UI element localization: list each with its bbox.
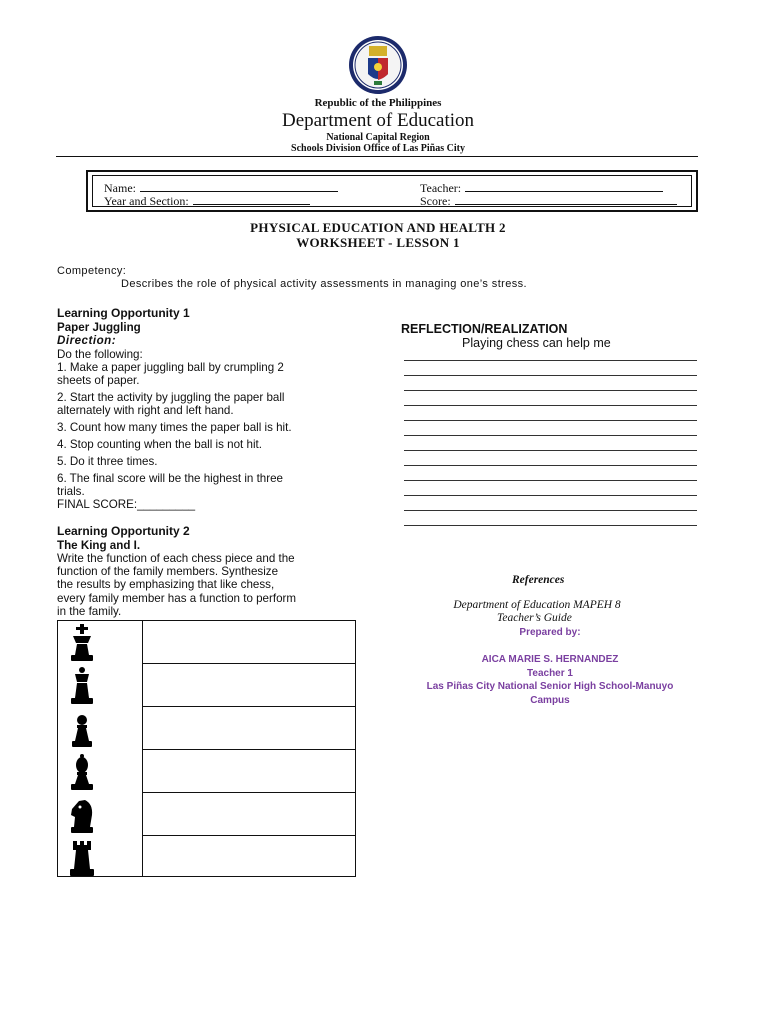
lo1-step: 3. Count how many times the paper ball is hit. xyxy=(57,421,292,434)
reference-line: Teacher’s Guide xyxy=(497,612,572,624)
lo2-subheading: The King and I. xyxy=(57,539,141,552)
table-row[interactable] xyxy=(58,707,355,750)
lo2-heading: Learning Opportunity 2 xyxy=(57,524,190,538)
lo1-intro: Do the following: xyxy=(57,348,143,361)
lo1-step: 6. The final score will be the highest in three xyxy=(57,472,283,485)
lo1-step: 5. Do it three times. xyxy=(57,455,158,468)
rook-icon xyxy=(62,838,102,878)
lo2-text-line: function of the family members. Synthesize xyxy=(57,565,279,578)
lo1-step: sheets of paper. xyxy=(57,374,140,387)
region-line: National Capital Region xyxy=(326,132,430,143)
division-line: Schools Division Office of Las Piñas City xyxy=(291,143,465,154)
reflection-writing-line[interactable] xyxy=(404,450,697,451)
reflection-title: REFLECTION/REALIZATION xyxy=(401,322,568,336)
knight-icon xyxy=(62,795,102,835)
worksheet-title: PHYSICAL EDUCATION AND HEALTH 2 xyxy=(250,220,506,235)
lo1-step: 2. Start the activity by juggling the paper ball xyxy=(57,391,285,404)
author-position: Teacher 1 xyxy=(527,668,573,679)
reflection-writing-line[interactable] xyxy=(404,405,697,406)
republic-line: Republic of the Philippines xyxy=(314,97,442,109)
year-section-label: Year and Section: xyxy=(104,194,189,208)
lo1-subheading: Paper Juggling xyxy=(57,321,141,334)
reflection-writing-line[interactable] xyxy=(404,495,697,496)
year-section-field[interactable] xyxy=(104,193,310,209)
teacher-label: Teacher: xyxy=(420,181,462,195)
table-row[interactable] xyxy=(58,793,355,836)
lo2-text-line: Write the function of each chess piece and the xyxy=(57,552,295,565)
bishop-icon xyxy=(62,752,102,792)
chess-function-table xyxy=(57,620,356,877)
table-row[interactable] xyxy=(58,750,355,793)
reference-line: Department of Education MAPEH 8 xyxy=(453,599,621,611)
lo1-step: trials. xyxy=(57,485,85,498)
competency-text: Describes the role of physical activity assessments in managing one’s stress. xyxy=(121,278,527,290)
worksheet-subtitle: WORKSHEET - LESSON 1 xyxy=(296,235,460,250)
score-label: Score: xyxy=(420,194,451,208)
lo1-final-score[interactable]: FINAL SCORE:_________ xyxy=(57,498,196,511)
lo1-step: 4. Stop counting when the ball is not hit. xyxy=(57,438,262,451)
school-name: Las Piñas City National Senior High School-Manuyo xyxy=(426,681,674,692)
reflection-writing-line[interactable] xyxy=(404,510,697,511)
reflection-writing-line[interactable] xyxy=(404,435,697,436)
reflection-prompt: Playing chess can help me xyxy=(462,336,611,350)
lo1-step: alternately with right and left hand. xyxy=(57,404,234,417)
department-title: Department of Education xyxy=(281,110,475,131)
table-row[interactable] xyxy=(58,621,355,664)
lo1-step: 1. Make a paper juggling ball by crumpling 2 xyxy=(57,361,284,374)
lo2-text-line: in the family. xyxy=(57,605,122,618)
pawn-icon xyxy=(62,709,102,749)
reflection-writing-line[interactable] xyxy=(404,420,697,421)
name-label: Name: xyxy=(104,181,136,195)
author-name: AICA MARIE S. HERNANDEZ xyxy=(481,654,619,665)
queen-icon xyxy=(62,666,102,706)
school-name-continued: Campus xyxy=(530,695,570,706)
header-divider xyxy=(56,156,698,157)
prepared-by-label: Prepared by: xyxy=(519,627,581,638)
lo2-text-line: every family member has a function to perform xyxy=(57,592,297,605)
competency-label: Competency: xyxy=(57,265,127,277)
deped-seal-icon xyxy=(340,34,416,96)
reflection-writing-line[interactable] xyxy=(404,465,697,466)
score-line[interactable] xyxy=(455,193,677,205)
lo1-direction-label: Direction: xyxy=(57,334,117,347)
lo2-text-line: the results by emphasizing that like chess, xyxy=(57,578,275,591)
teacher-line[interactable] xyxy=(465,180,663,192)
reflection-writing-line[interactable] xyxy=(404,375,697,376)
student-info-box xyxy=(86,170,698,212)
table-row[interactable] xyxy=(58,836,355,879)
reflection-writing-line[interactable] xyxy=(404,360,697,361)
lo1-heading: Learning Opportunity 1 xyxy=(57,306,190,320)
reflection-writing-line[interactable] xyxy=(404,390,697,391)
king-icon xyxy=(62,623,102,663)
reflection-writing-line[interactable] xyxy=(404,525,697,526)
year-section-line[interactable] xyxy=(193,193,310,205)
score-field[interactable] xyxy=(420,193,677,209)
reflection-writing-line[interactable] xyxy=(404,480,697,481)
references-title: References xyxy=(512,574,565,586)
table-row[interactable] xyxy=(58,664,355,707)
name-line[interactable] xyxy=(140,180,338,192)
